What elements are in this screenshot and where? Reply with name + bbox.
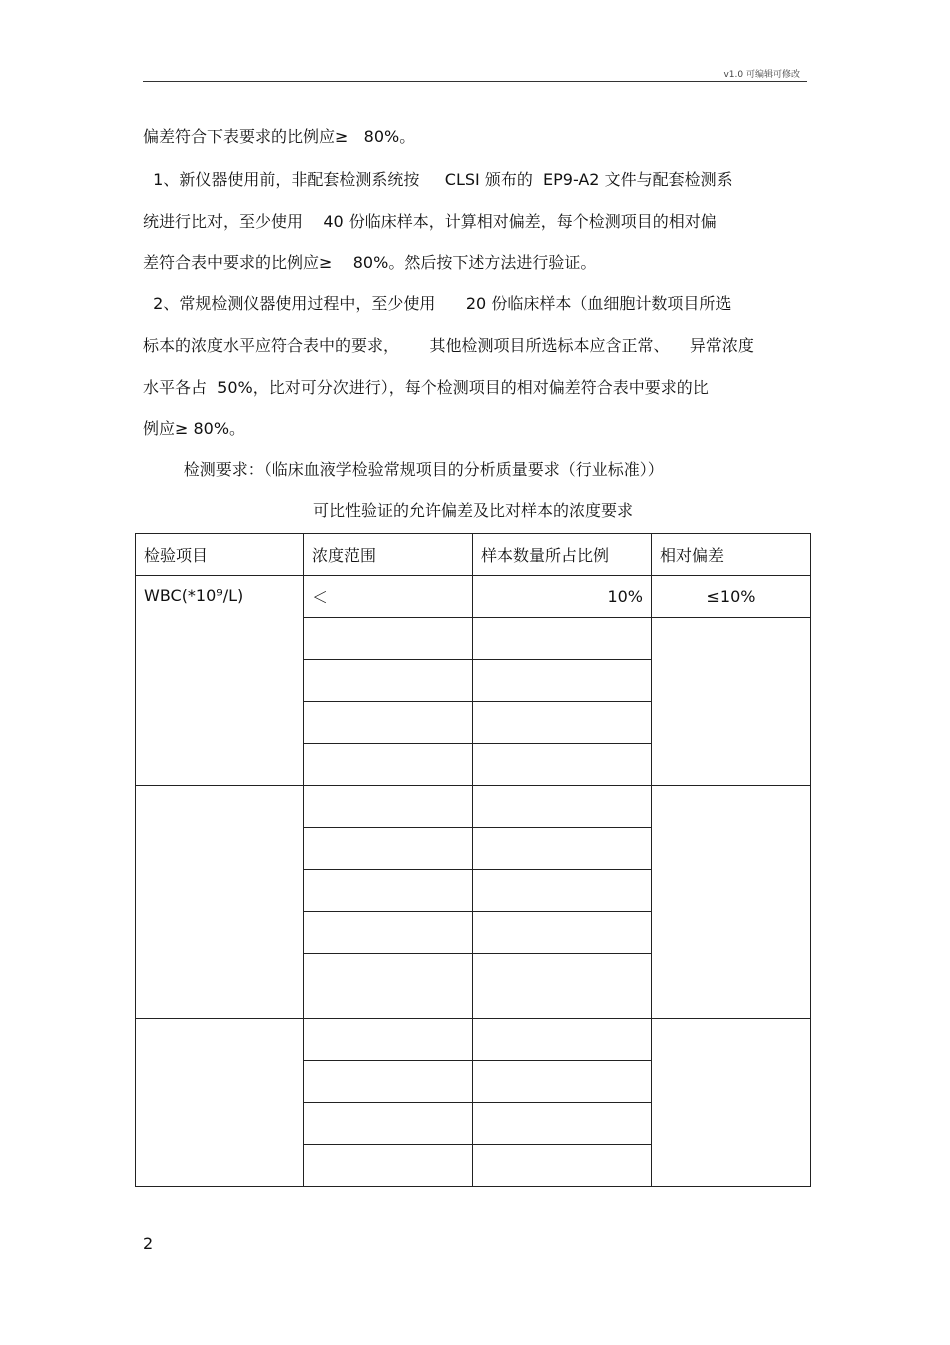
empty-cell (136, 786, 304, 1019)
header-version-text: v1.0 可编辑可修改 (723, 70, 800, 80)
header-cell-range: 浓度范围 (304, 534, 473, 576)
table-row (136, 1019, 811, 1061)
empty-cell (304, 828, 473, 870)
empty-cell (652, 1019, 811, 1187)
empty-cell (473, 1103, 652, 1145)
empty-cell (473, 744, 652, 786)
empty-cell (304, 618, 473, 660)
table-header-row (136, 534, 811, 576)
empty-cell (473, 870, 652, 912)
header-cell-ratio: 样本数量所占比例 (473, 534, 652, 576)
wbc-item-cell: WBC(*10⁹/L) (136, 576, 304, 786)
empty-cell (473, 786, 652, 828)
table-row (136, 786, 811, 828)
body-line-1: 偏差符合下表要求的比例应≥ 80%。 (143, 127, 416, 146)
empty-cell (473, 912, 652, 954)
wbc-range-cell: ＜ (304, 576, 473, 618)
body-line-4: 差符合表中要求的比例应≥ 80%。然后按下述方法进行验证。 (143, 253, 597, 272)
empty-cell (304, 702, 473, 744)
detection-requirement-line: 检测要求：（临床血液学检验常规项目的分析质量要求（行业标准）） (143, 460, 664, 479)
empty-cell (473, 1061, 652, 1103)
empty-cell (473, 660, 652, 702)
wbc-ratio-cell: 10% (473, 576, 652, 618)
body-line-8: 例应≥ 80%。 (143, 419, 246, 438)
empty-cell (473, 1019, 652, 1061)
wbc-deviation-cell: ≤10% (652, 576, 811, 618)
empty-cell (473, 954, 652, 1019)
empty-cell (473, 1145, 652, 1187)
empty-cell (304, 954, 473, 1019)
empty-cell (304, 870, 473, 912)
body-line-2: 1、新仪器使用前，非配套检测系统按 CLSI 颁布的 EP9-A2 文件与配套检测系 (143, 170, 733, 189)
body-line-6: 标本的浓度水平应符合表中的要求， 其他检测项目所选标本应含正常、 异常浓度 (143, 336, 754, 355)
body-line-7: 水平各占 50%，比对可分次进行），每个检测项目的相对偏差符合表中要求的比 (143, 378, 709, 397)
table-caption: 可比性验证的允许偏差及比对样本的浓度要求 (312, 501, 633, 520)
empty-cell (473, 702, 652, 744)
empty-cell (304, 786, 473, 828)
body-line-3: 统进行比对，至少使用 40 份临床样本，计算相对偏差，每个检测项目的相对偏 (143, 212, 717, 231)
page-number: 2 (143, 1234, 154, 1253)
empty-cell (304, 1145, 473, 1187)
empty-cell (304, 912, 473, 954)
empty-cell (304, 1103, 473, 1145)
table-row (136, 576, 811, 618)
empty-cell (652, 786, 811, 1019)
empty-cell (652, 618, 811, 786)
empty-cell (473, 828, 652, 870)
empty-cell (304, 1061, 473, 1103)
header-cell-deviation: 相对偏差 (652, 534, 811, 576)
empty-cell (304, 660, 473, 702)
header-rule (143, 81, 807, 82)
empty-cell (473, 618, 652, 660)
empty-cell (304, 1019, 473, 1061)
header-cell-item: 检验项目 (136, 534, 304, 576)
empty-cell (304, 744, 473, 786)
body-line-5: 2、常规检测仪器使用过程中，至少使用 20 份临床样本（血细胞计数项目所选 (143, 294, 732, 313)
empty-cell (136, 1019, 304, 1187)
comparability-table (135, 533, 811, 1187)
